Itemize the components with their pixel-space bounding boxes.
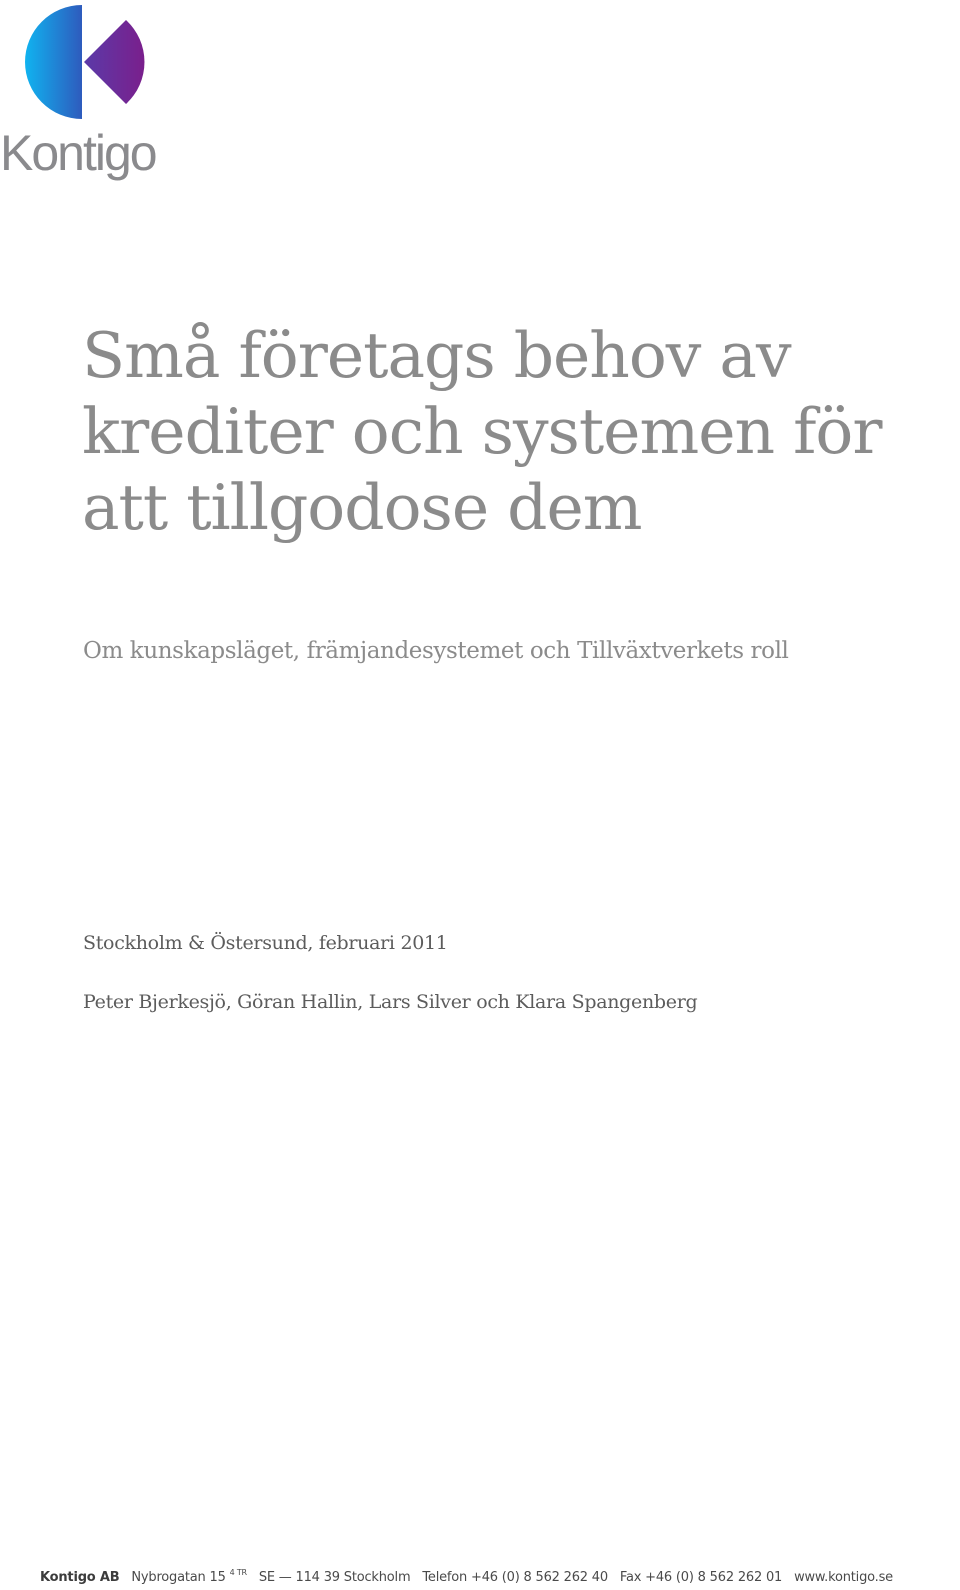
footer-website-link[interactable]: www.kontigo.se [794, 1570, 893, 1585]
footer-floor: 4 TR [229, 1568, 247, 1577]
title-line: krediter och systemen för [82, 395, 882, 468]
document-title [82, 318, 902, 546]
footer-street: Nybrogatan 15 [131, 1570, 226, 1585]
authors: Peter Bjerkesjö, Göran Hallin, Lars Silver och Klara Spangenberg [83, 991, 698, 1013]
footer [40, 1568, 955, 1585]
footer-phone: Telefon +46 (0) 8 562 262 40 [422, 1570, 608, 1585]
title-line: Små företags behov av [82, 319, 791, 392]
footer-company: Kontigo AB [40, 1570, 120, 1585]
place-and-date: Stockholm & Östersund, februari 2011 [83, 932, 448, 954]
document-subtitle: Om kunskapsläget, främjandesystemet och Tillväxtverkets roll [83, 638, 789, 664]
kontigo-logo [0, 0, 180, 200]
footer-postal: SE — 114 39 Stockholm [258, 1570, 411, 1585]
kontigo-logo-mark-icon [0, 0, 180, 130]
footer-fax: Fax +46 (0) 8 562 262 01 [619, 1570, 783, 1585]
title-line: att tillgodose dem [82, 471, 642, 544]
kontigo-wordmark: Kontigo [0, 125, 156, 181]
